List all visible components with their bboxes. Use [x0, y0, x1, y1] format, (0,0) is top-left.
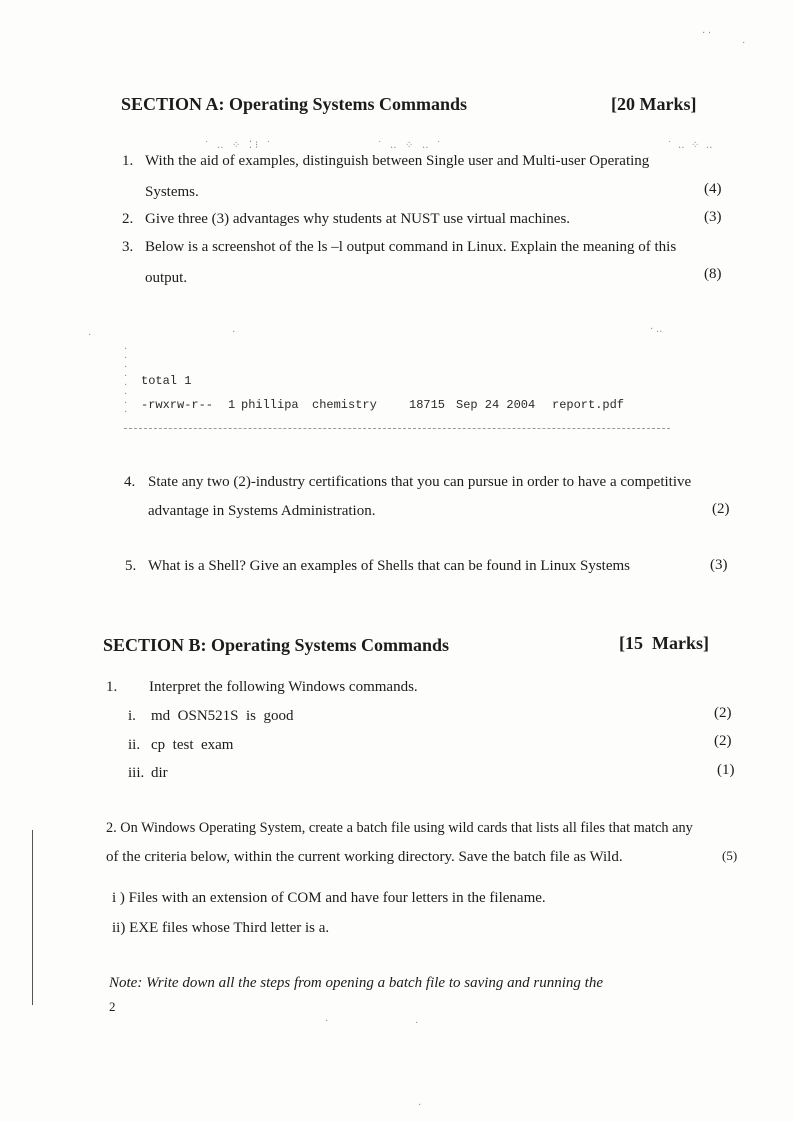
subquestion-text: md OSN521S is good: [151, 708, 294, 724]
terminal-date: Sep 24 2004: [456, 398, 536, 412]
section-a-marks: [20 Marks]: [611, 94, 697, 114]
question-text: What is a Shell? Give an examples of Shells that can be found in Linux Systems: [148, 558, 630, 574]
question-marks: (1): [717, 762, 735, 778]
scan-speck: ·: [325, 1016, 329, 1027]
terminal-group: chemistry: [312, 398, 377, 412]
scan-speck: ˙ ‥ ⁘ ‥: [668, 140, 715, 151]
question-text: 2. On Windows Operating System, create a batch file using wild cards that lists all files that match any: [106, 820, 693, 836]
criteria-text: ii) EXE files whose Third letter is a.: [112, 920, 330, 936]
question-marks: (8): [704, 266, 722, 282]
question-marks: (3): [704, 209, 722, 225]
terminal-links: 1: [228, 398, 236, 412]
terminal-perms: -rwxrw-r--: [141, 398, 214, 412]
question-text: of the criteria below, within the current working directory. Save the batch file as Wild.: [106, 849, 623, 865]
question-text: Below is a screenshot of the ls –l output command in Linux. Explain the meaning of this: [145, 239, 677, 255]
section-b-title: SECTION B: Operating Systems Commands: [103, 635, 450, 655]
note-text: Note: Write down all the steps from opening a batch file to saving and running the: [109, 975, 603, 991]
scan-speck: · · · · · · · ·: [124, 344, 128, 418]
terminal-owner: phillipa: [241, 398, 299, 412]
question-number: 4.: [124, 474, 136, 490]
question-number: 1.: [106, 679, 118, 695]
question-text: With the aid of examples, distinguish between Single user and Multi-user Operating: [145, 153, 650, 169]
question-number: 3.: [122, 239, 134, 255]
question-text: output.: [145, 270, 188, 286]
terminal-line: total 1: [141, 374, 192, 388]
scan-speck: ·: [418, 1100, 422, 1111]
criteria-text: i ) Files with an extension of COM and have four letters in the filename.: [112, 890, 546, 906]
question-marks: (5): [722, 848, 738, 863]
question-marks: (4): [704, 181, 722, 197]
scan-speck: ˙ ‥ ⁘ ‥ ˙: [378, 140, 444, 151]
question-text: State any two (2)-industry certifications that you can pursue in order to have a competitive: [148, 474, 692, 490]
question-marks: (2): [714, 733, 732, 749]
question-number: 1.: [122, 153, 134, 169]
scan-speck: · ‥: [650, 324, 663, 335]
scan-margin-line: [32, 830, 33, 1005]
question-number: 5.: [125, 558, 137, 574]
section-b-marks: [15 Marks]: [619, 633, 709, 653]
terminal-file: report.pdf: [552, 398, 625, 412]
terminal-size: 18715: [409, 398, 446, 412]
scan-speck: ˙ ‥ ⁘ ⁚⁝ ˙: [205, 140, 274, 151]
question-marks: (3): [710, 557, 728, 573]
section-a-title: SECTION A: Operating Systems Commands: [121, 94, 468, 114]
question-text: Interpret the following Windows commands.: [149, 679, 418, 695]
scan-speck: · ·: [702, 28, 712, 39]
question-number: 2.: [122, 211, 134, 227]
question-text: Give three (3) advantages why students at NUST use virtual machines.: [145, 211, 571, 227]
scan-speck: ·: [88, 330, 92, 341]
question-text: Systems.: [145, 184, 199, 200]
subquestion-number: ii.: [128, 737, 141, 753]
scan-speck: ·: [232, 327, 236, 338]
question-text: advantage in Systems Administration.: [148, 503, 376, 519]
subquestion-text: cp test exam: [151, 737, 234, 753]
subquestion-text: dir: [151, 765, 168, 781]
scan-speck: ·: [415, 1018, 419, 1029]
subquestion-number: i.: [128, 708, 136, 724]
subquestion-number: iii.: [128, 765, 145, 781]
question-marks: (2): [714, 705, 732, 721]
scan-speck: ·: [742, 38, 746, 49]
question-marks: (2): [712, 501, 730, 517]
terminal-border: [124, 428, 670, 429]
page-number: 2: [109, 999, 116, 1014]
